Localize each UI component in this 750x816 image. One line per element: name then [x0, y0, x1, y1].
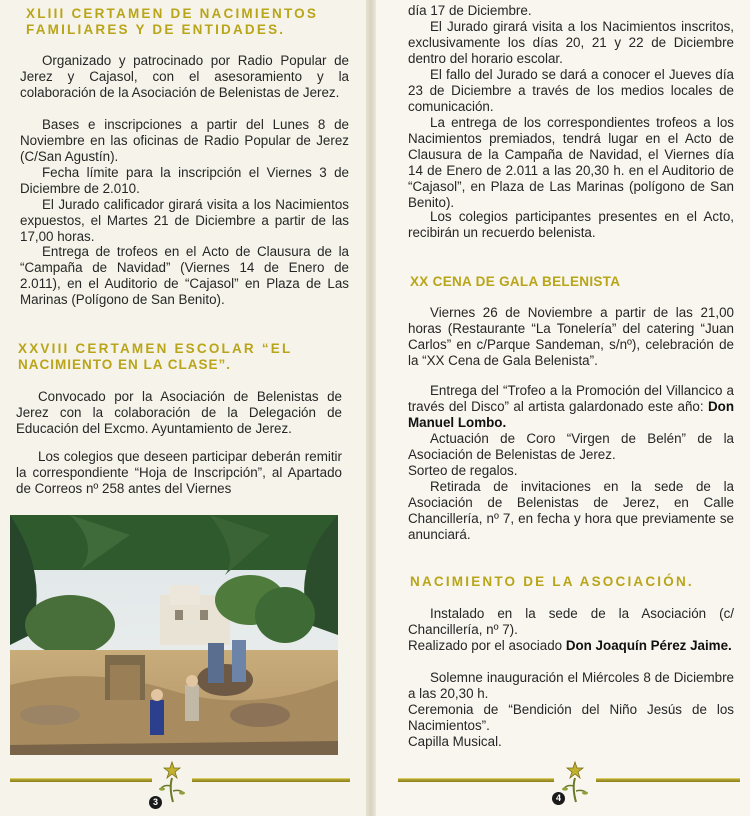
section3-paragraph-3: Actuación de Coro “Virgen de Belén” de la Asociación de Belenistas de Jerez.	[408, 431, 734, 462]
right-footer-rule-right	[596, 778, 740, 782]
section3-paragraph-5: Retirada de invitaciones en la sede de la Asociación de Belenistas de Jerez, en Calle Chancillería, nº 7, en fecha y hora que previamente se anunciará.	[408, 479, 734, 542]
left-footer-rule-left	[10, 778, 152, 782]
artist-name: Don Manuel Lombo.	[408, 399, 734, 430]
section4-paragraph-1: Instalado en la sede de la Asociación (c/ Chancillería, nº 7).	[408, 606, 734, 637]
section2-title-line1: XXVIII CERTAMEN ESCOLAR “EL	[18, 341, 293, 356]
section4-paragraph-4: Ceremonia de “Bendición del Niño Jesús de los Nacimientos”.	[408, 702, 734, 733]
section1-title-line2: FAMILIARES Y DE ENTIDADES.	[26, 22, 286, 37]
section1-paragraph-5: Entrega de trofeos en el Acto de Clausura de la “Campaña de Navidad” (Viernes 14 de Enero de 2.011), en el Auditorio de “Cajasol” en Plaza de Las Marinas (Polígono de San Benito).	[20, 244, 349, 307]
section1-title-line1: XLIII CERTAMEN DE NACIMIENTOS	[26, 6, 319, 21]
continuation-paragraph-2: El fallo del Jurado se dará a conocer el Jueves día 23 de Diciembre a través de los medios locales de comunicación.	[408, 67, 734, 114]
section3-paragraph-1: Viernes 26 de Noviembre a partir de las 21,00 horas (Restaurante “La Tonelería” del catering “Juan Carlos” en c/Parque Sandeman, s/nº), celebración de la “XX Cena de Gala Belenista”.	[408, 305, 734, 368]
section4-title: NACIMIENTO DE LA ASOCIACIÓN.	[410, 574, 694, 589]
section3-paragraph-2-text: Entrega del “Trofeo a la Promoción del Villancico a través del Disco” al artista galardonado este año:	[408, 383, 734, 414]
continuation-paragraph-4: Los colegios participantes presentes en el Acto, recibirán un recuerdo belenista.	[408, 209, 734, 240]
section2-paragraph-2: Los colegios que deseen participar deberán remitir la correspondiente “Hoja de Inscripción”, al Apartado de Correos nº 258 antes del Viernes	[16, 449, 342, 496]
continuation-paragraph-3: La entrega de los correspondientes trofeos a los Nacimientos premiados, tendrá lugar en el Acto de Clausura de la Campaña de Navidad, el Viernes día 14 de Enero de 2.011 a las 20,30 h. en el Auditorio de “Cajasol”, en Plaza de Las Marinas (polígono de San Benito).	[408, 115, 734, 210]
section1-paragraph-4: El Jurado calificador girará visita a los Nacimientos expuestos, el Martes 21 de Diciembre a partir de las 17,00 horas.	[20, 197, 349, 244]
section4-paragraph-3: Solemne inauguración el Miércoles 8 de Diciembre a las 20,30 h.	[408, 670, 734, 701]
continuation-paragraph-0: día 17 de Diciembre.	[408, 3, 532, 18]
right-page-number: 4	[552, 792, 565, 805]
section3-title: XX CENA DE GALA BELENISTA	[410, 274, 621, 289]
section1-paragraph-2: Bases e inscripciones a partir del Lunes 8 de Noviembre en las oficinas de Radio Popular de Jerez (C/San Agustín).	[20, 117, 349, 164]
continuation-paragraph-1: El Jurado girará visita a los Nacimientos inscritos, exclusivamente los días 20, 21 y 22 de Diciembre dentro del horario escolar.	[408, 19, 734, 66]
section1-paragraph-3: Fecha límite para la inscripción el Viernes 3 de Diciembre de 2.010.	[20, 165, 349, 196]
left-page-number: 3	[149, 796, 162, 809]
section3-paragraph-2	[408, 383, 734, 431]
section3-paragraph-4: Sorteo de regalos.	[408, 463, 518, 478]
section2-title-line2: NACIMIENTO EN LA CLASE”.	[18, 357, 232, 372]
section4-paragraph-2	[408, 638, 734, 654]
right-footer-rule-left	[398, 778, 554, 782]
section1-paragraph-1: Organizado y patrocinado por Radio Popular de Jerez y Cajasol, con el asesoramiento y la colaboración de la Asociación de Belenistas de Jerez.	[20, 53, 349, 100]
section4-paragraph-2-text: Realizado por el asociado	[408, 638, 566, 653]
section2-title	[18, 341, 350, 373]
section1-title	[26, 6, 356, 38]
page-gutter	[366, 0, 376, 816]
left-footer-rule-right	[192, 778, 350, 782]
section2-paragraph-1: Convocado por la Asociación de Belenistas de Jerez con la colaboración de la Delegación de Educación del Excmo. Ayuntamiento de Jerez.	[16, 389, 342, 436]
section4-paragraph-5: Capilla Musical.	[408, 734, 502, 749]
nativity-scene-image	[10, 515, 338, 755]
creator-name: Don Joaquín Pérez Jaime.	[565, 638, 732, 653]
